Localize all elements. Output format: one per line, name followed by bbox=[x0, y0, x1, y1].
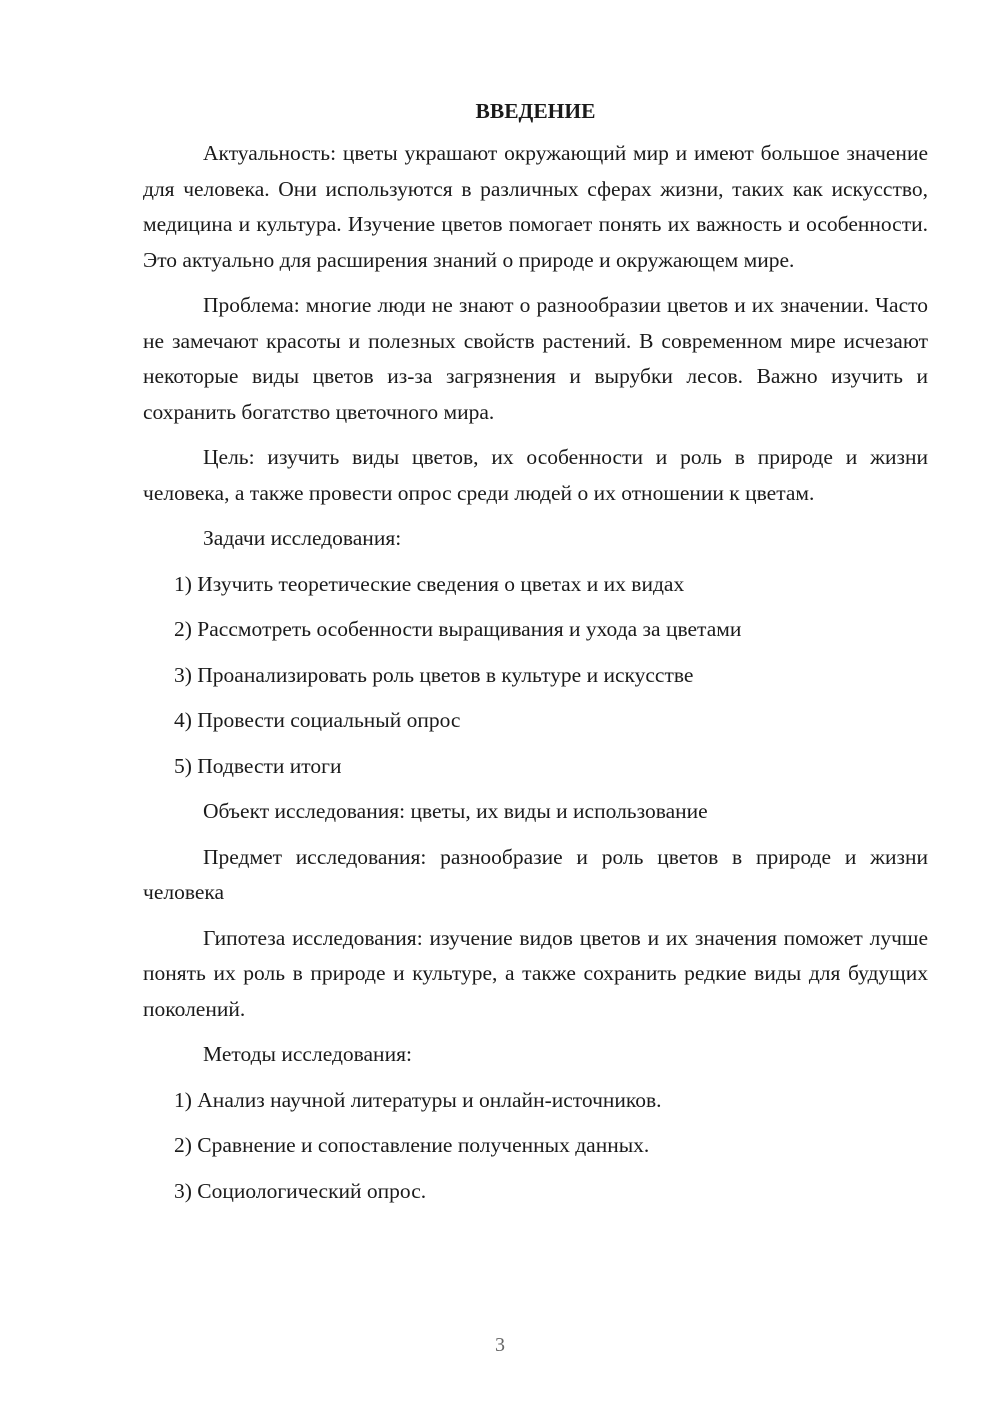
page-title: ВВЕДЕНИЕ bbox=[475, 99, 596, 123]
tasks-list-item: 3) Проанализировать роль цветов в культуре и искусстве bbox=[174, 662, 694, 687]
tasks-list-item: 4) Провести социальный опрос bbox=[174, 708, 461, 732]
goal-paragraph: Цель: изучить виды цветов, их особенности и роль в природе и жизни человека, а также провести опрос среди людей о их отношении к цветам. bbox=[143, 445, 928, 505]
problem-paragraph: Проблема: многие люди не знают о разнообразии цветов и их значении. Часто не замечают красоты и полезных свойств растений. В современном мире исчезают некоторые виды цветов из-за загрязнения и вырубки лесов. Важно изучить и сохранить богатство цветочного мира. bbox=[143, 293, 928, 424]
page-number: 3 bbox=[495, 1334, 505, 1356]
hypothesis-paragraph: Гипотеза исследования: изучение видов цветов и их значения поможет лучше понять их роль в природе и культуре, а также сохранить редкие виды для будущих поколений. bbox=[143, 925, 928, 1021]
tasks-heading: Задачи исследования: bbox=[203, 526, 402, 550]
object-paragraph: Объект исследования: цветы, их виды и использование bbox=[203, 799, 708, 823]
document-page bbox=[143, 96, 928, 1219]
subject-paragraph: Предмет исследования: разнообразие и роль цветов в природе и жизни человека bbox=[143, 844, 928, 904]
methods-list-item: 1) Анализ научной литературы и онлайн-источников. bbox=[174, 1087, 662, 1112]
methods-list-item: 3) Социологический опрос. bbox=[174, 1178, 427, 1203]
methods-list-item: 2) Сравнение и сопоставление полученных данных. bbox=[174, 1133, 650, 1157]
tasks-list-item: 1) Изучить теоретические сведения о цветах и их видах bbox=[174, 571, 685, 596]
tasks-list-item: 5) Подвести итоги bbox=[174, 753, 342, 778]
relevance-paragraph: Актуальность: цветы украшают окружающий мир и имеют большое значение для человека. Они используются в различных сферах жизни, таких как искусство, медицина и культура. Изучение цветов помогает понять их важность и особенности. Это актуально для расширения знаний о природе и окружающем мире. bbox=[143, 141, 928, 272]
methods-heading: Методы исследования: bbox=[203, 1042, 412, 1066]
tasks-list-item: 2) Рассмотреть особенности выращивания и ухода за цветами bbox=[174, 617, 742, 641]
